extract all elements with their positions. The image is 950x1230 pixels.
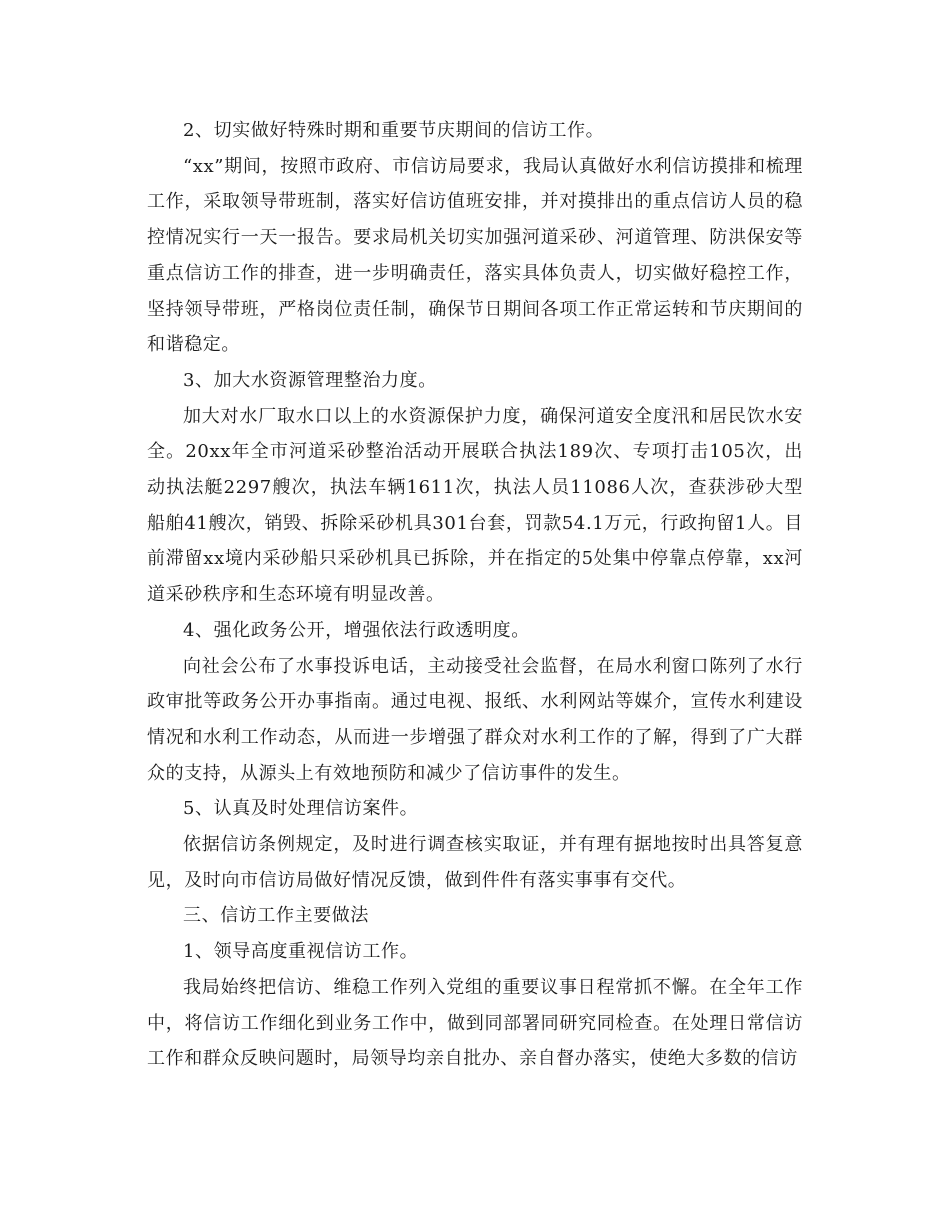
paragraph-case-handling: 依据信访条例规定，及时进行调查核实取证，并有理有据地按时出具答复意见，及时向市信访局做好情况反馈，做到件件有落实事事有交代。 [147,834,803,891]
document-body [147,113,803,1077]
chapter-heading-main-practices: 三、信访工作主要做法 [183,905,369,927]
section-heading-leadership: 1、领导高度重视信访工作。 [183,941,419,963]
section-heading-government-affairs: 4、强化政务公开，增强依法行政透明度。 [183,619,530,641]
paragraph-water-resources-enforcement: 加大对水厂取水口以上的水资源保护力度，确保河道安全度汛和居民饮水安全。20xx年全市河道采砂整治活动开展联合执法189次、专项打击105次，出动执法艇2297艘次，执法车辆1611次，执法人员11086人次，查获涉砂大型船舶41艘次，销毁、拆除采砂机具301台套，罚款54.1万元，行政拘留1人。目前滞留xx境内采砂船只采砂机具已拆除，并在指定的5处集中停靠点停靠，xx河道采砂秩序和生态环境有明显改善。 [147,405,803,606]
section-heading-petition-cases: 5、认真及时处理信访案件。 [183,798,419,820]
section-heading-water-resources: 3、加大水资源管理整治力度。 [183,369,437,391]
section-heading-special-periods: 2、切实做好特殊时期和重要节庆期间的信访工作。 [183,120,605,141]
paragraph-leadership-attention: 我局始终把信访、维稳工作列入党组的重要议事日程常抓不懈。在全年工作中，将信访工作细化到业务工作中，做到同部署同研究同检查。在处理日常信访工作和群众反映问题时，局领导均亲自批办、亲自督办落实，使绝大多数的信访 [147,976,803,1070]
paragraph-public-disclosure: 向社会公布了水事投诉电话，主动接受社会监督，在局水利窗口陈列了水行政审批等政务公开办事指南。通过电视、报纸、水利网站等媒介，宣传水利建设情况和水利工作动态，从而进一步增强了群众对水利工作的了解，得到了广大群众的支持，从源头上有效地预防和减少了信访事件的发生。 [147,655,803,784]
paragraph-holiday-petition-work: “xx”期间，按照市政府、市信访局要求，我局认真做好水利信访摸排和梳理工作，采取领导带班制，落实好信访值班安排，并对摸排出的重点信访人员的稳控情况实行一天一报告。要求局机关切实加强河道采砂、河道管理、防洪保安等重点信访工作的排查，进一步明确责任，落实具体负责人，切实做好稳控工作，坚持领导带班，严格岗位责任制，确保节日期间各项工作正常运转和节庆期间的和谐稳定。 [147,155,803,356]
